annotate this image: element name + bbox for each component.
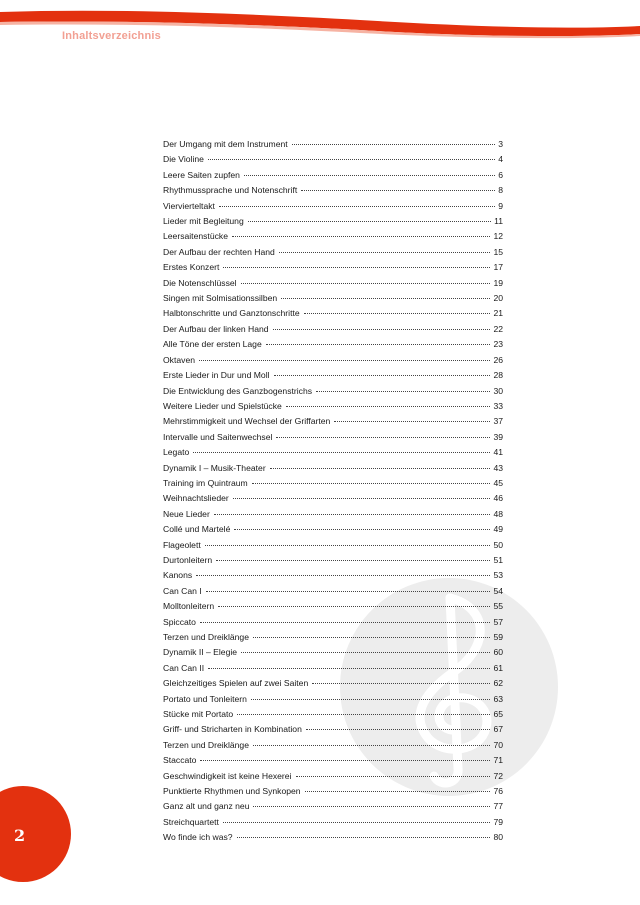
toc-entry	[163, 584, 503, 599]
toc-entry-title: Die Notenschlüssel	[163, 277, 237, 288]
toc-entry	[163, 707, 503, 722]
toc-entry	[163, 769, 503, 784]
toc-leader-dots	[312, 682, 490, 684]
toc-entry-page: 11	[494, 216, 503, 227]
toc-entry-title: Terzen und Dreiklänge	[163, 739, 249, 750]
toc-leader-dots	[205, 544, 491, 546]
toc-entry	[163, 630, 503, 645]
toc-entry-title: Der Umgang mit dem Instrument	[163, 139, 288, 149]
toc-entry-title: Durtonleitern	[163, 554, 213, 565]
toc-entry-page: 3	[498, 139, 503, 149]
table-of-contents	[163, 137, 503, 846]
toc-entry-page: 8	[498, 185, 503, 196]
toc-entry-title: Staccato	[163, 755, 197, 766]
toc-entry-page: 49	[493, 524, 503, 535]
toc-leader-dots	[244, 174, 495, 176]
toc-entry	[163, 799, 503, 814]
toc-entry-page: 15	[493, 246, 503, 257]
toc-entry-title: Stücke mit Portato	[163, 709, 234, 720]
toc-leader-dots	[200, 759, 490, 761]
toc-entry-page: 59	[493, 632, 503, 642]
toc-leader-dots	[286, 405, 491, 407]
toc-entry	[163, 553, 503, 568]
toc-entry-page: 12	[493, 231, 503, 242]
toc-entry-page: 4	[498, 154, 503, 165]
toc-entry	[163, 245, 503, 260]
toc-entry-title: Gleichzeitiges Spielen auf zwei Saiten	[163, 678, 309, 689]
toc-leader-dots	[216, 559, 490, 561]
toc-entry	[163, 168, 503, 183]
toc-entry-title: Die Entwicklung des Ganzbogenstrichs	[163, 385, 313, 396]
toc-entry	[163, 599, 503, 614]
toc-entry-title: Die Violine	[163, 154, 204, 165]
toc-entry	[163, 692, 503, 707]
toc-entry	[163, 815, 503, 830]
page-number-badge	[0, 786, 71, 882]
toc-entry-title: Leersaitenstücke	[163, 231, 228, 242]
toc-entry-page: 53	[493, 570, 503, 581]
toc-entry-title: Can Can II	[163, 662, 205, 673]
toc-entry-page: 33	[493, 400, 503, 411]
toc-entry	[163, 507, 503, 522]
toc-entry-page: 22	[493, 323, 503, 334]
toc-leader-dots	[305, 790, 491, 792]
toc-entry-title: Geschwindigkeit ist keine Hexerei	[163, 770, 292, 781]
toc-entry-page: 51	[493, 554, 503, 565]
toc-leader-dots	[223, 821, 491, 823]
toc-leader-dots	[199, 359, 490, 361]
toc-entry	[163, 430, 503, 445]
toc-entry-title: Mehrstimmigkeit und Wechsel der Griffarten	[163, 416, 331, 427]
toc-entry	[163, 353, 503, 368]
toc-leader-dots	[232, 235, 490, 237]
toc-entry-title: Rhythmussprache und Notenschrift	[163, 185, 298, 196]
toc-leader-dots	[334, 420, 490, 422]
toc-entry	[163, 291, 503, 306]
page-number: 2	[14, 826, 26, 845]
toc-leader-dots	[274, 374, 491, 376]
toc-leader-dots	[253, 636, 490, 638]
toc-entry	[163, 368, 503, 383]
toc-leader-dots	[241, 282, 491, 284]
toc-entry-title: Punktierte Rhythmen und Synkopen	[163, 786, 301, 797]
toc-entry-page: 30	[493, 385, 503, 396]
toc-entry-title: Dynamik I – Musik-Theater	[163, 462, 266, 473]
toc-entry-title: Ganz alt und ganz neu	[163, 801, 250, 812]
toc-entry	[163, 491, 503, 506]
toc-entry-title: Wo finde ich was?	[163, 832, 233, 843]
toc-entry-page: 9	[498, 200, 503, 211]
toc-entry-page: 46	[493, 493, 503, 504]
toc-leader-dots	[237, 836, 491, 838]
toc-leader-dots	[219, 205, 495, 207]
toc-entry-title: Streichquartett	[163, 816, 219, 827]
toc-entry-title: Weihnachtslieder	[163, 493, 229, 504]
toc-entry-title: Spiccato	[163, 616, 196, 627]
toc-entry	[163, 152, 503, 167]
toc-leader-dots	[193, 451, 490, 453]
toc-entry	[163, 461, 503, 476]
toc-entry-title: Legato	[163, 447, 190, 458]
toc-entry-title: Singen mit Solmisationssilben	[163, 293, 278, 304]
toc-entry-title: Kanons	[163, 570, 193, 581]
toc-entry-page: 50	[493, 539, 503, 550]
toc-entry-page: 79	[493, 816, 503, 827]
toc-entry-title: Training im Quintraum	[163, 477, 248, 488]
toc-entry-title: Portato und Tonleitern	[163, 693, 247, 704]
toc-entry	[163, 784, 503, 799]
toc-entry-page: 45	[493, 477, 503, 488]
toc-leader-dots	[306, 728, 491, 730]
toc-entry-title: Dynamik II – Elegie	[163, 647, 238, 658]
toc-leader-dots	[233, 497, 491, 499]
toc-entry	[163, 538, 503, 553]
toc-entry-title: Intervalle und Saitenwechsel	[163, 431, 273, 442]
toc-entry	[163, 445, 503, 460]
toc-entry-title: Der Aufbau der linken Hand	[163, 323, 269, 334]
toc-entry-title: Der Aufbau der rechten Hand	[163, 246, 275, 257]
toc-leader-dots	[206, 590, 491, 592]
toc-leader-dots	[276, 436, 490, 438]
toc-leader-dots	[234, 528, 490, 530]
toc-leader-dots	[251, 698, 491, 700]
toc-leader-dots	[281, 297, 490, 299]
toc-leader-dots	[237, 713, 490, 715]
toc-entry-page: 71	[493, 755, 503, 766]
toc-entry	[163, 322, 503, 337]
toc-leader-dots	[273, 328, 491, 330]
toc-entry-title: Erste Lieder in Dur und Moll	[163, 370, 270, 381]
toc-entry-page: 70	[493, 739, 503, 750]
toc-leader-dots	[223, 266, 490, 268]
toc-entry-page: 77	[493, 801, 503, 812]
toc-entry	[163, 399, 503, 414]
toc-entry-title: Leere Saiten zupfen	[163, 169, 240, 180]
toc-entry	[163, 645, 503, 660]
toc-leader-dots	[218, 605, 490, 607]
toc-leader-dots	[253, 805, 490, 807]
toc-entry-page: 63	[493, 693, 503, 704]
toc-entry-page: 72	[493, 770, 503, 781]
toc-entry-page: 26	[493, 354, 503, 365]
toc-leader-dots	[304, 312, 491, 314]
toc-entry-page: 43	[493, 462, 503, 473]
toc-entry-title: Can Can I	[163, 585, 202, 596]
toc-entry-page: 54	[493, 585, 503, 596]
toc-entry-page: 19	[493, 277, 503, 288]
toc-entry	[163, 476, 503, 491]
toc-entry-page: 37	[493, 416, 503, 427]
toc-entry-title: Oktaven	[163, 354, 196, 365]
toc-entry-page: 62	[493, 678, 503, 689]
toc-entry-page: 76	[493, 786, 503, 797]
toc-entry	[163, 722, 503, 737]
toc-entry	[163, 753, 503, 768]
toc-entry-page: 57	[493, 616, 503, 627]
toc-entry	[163, 214, 503, 229]
toc-entry	[163, 676, 503, 691]
toc-leader-dots	[292, 143, 496, 145]
toc-entry-title: Viervierteltakt	[163, 200, 215, 211]
toc-leader-dots	[316, 390, 490, 392]
toc-leader-dots	[196, 574, 490, 576]
toc-entry	[163, 568, 503, 583]
toc-entry	[163, 276, 503, 291]
toc-leader-dots	[296, 775, 491, 777]
toc-entry-title: Halbtonschritte und Ganztonschritte	[163, 308, 300, 319]
toc-leader-dots	[200, 621, 490, 623]
toc-leader-dots	[241, 651, 490, 653]
toc-entry-page: 67	[493, 724, 503, 735]
toc-entry-page: 41	[493, 447, 503, 458]
toc-entry	[163, 522, 503, 537]
toc-entry	[163, 384, 503, 399]
toc-leader-dots	[266, 343, 491, 345]
toc-entry	[163, 137, 503, 152]
toc-entry	[163, 615, 503, 630]
toc-leader-dots	[301, 189, 495, 191]
toc-entry-page: 60	[493, 647, 503, 658]
toc-entry	[163, 229, 503, 244]
toc-entry-title: Neue Lieder	[163, 508, 210, 519]
toc-entry	[163, 414, 503, 429]
toc-entry-page: 80	[493, 832, 503, 843]
toc-entry	[163, 260, 503, 275]
toc-entry-page: 55	[493, 601, 503, 612]
toc-entry-page: 23	[493, 339, 503, 350]
toc-leader-dots	[252, 482, 491, 484]
toc-entry	[163, 306, 503, 321]
toc-entry-title: Lieder mit Begleitung	[163, 216, 244, 227]
toc-leader-dots	[248, 220, 491, 222]
section-title: Inhaltsverzeichnis	[62, 30, 161, 42]
toc-entry-title: Molltonleitern	[163, 601, 215, 612]
toc-entry-title: Erstes Konzert	[163, 262, 220, 273]
toc-entry	[163, 830, 503, 845]
toc-entry-page: 48	[493, 508, 503, 519]
toc-leader-dots	[279, 251, 491, 253]
toc-entry-title: Terzen und Dreiklänge	[163, 632, 249, 642]
toc-leader-dots	[253, 744, 490, 746]
toc-entry-page: 65	[493, 709, 503, 720]
toc-entry-title: Flageolett	[163, 539, 201, 550]
toc-entry-title: Alle Töne der ersten Lage	[163, 339, 262, 350]
toc-entry-page: 61	[493, 662, 503, 673]
toc-entry	[163, 183, 503, 198]
toc-entry-title: Weitere Lieder und Spielstücke	[163, 400, 282, 411]
toc-entry	[163, 337, 503, 352]
toc-entry-page: 21	[493, 308, 503, 319]
toc-entry	[163, 738, 503, 753]
toc-entry-page: 17	[493, 262, 503, 273]
toc-entry-title: Collé und Martelé	[163, 524, 231, 535]
toc-entry-page: 28	[493, 370, 503, 381]
toc-entry-page: 6	[498, 169, 503, 180]
toc-entry-page: 39	[493, 431, 503, 442]
toc-leader-dots	[270, 467, 491, 469]
toc-entry	[163, 661, 503, 676]
toc-entry-page: 20	[493, 293, 503, 304]
toc-entry-title: Griff- und Stricharten in Kombination	[163, 724, 302, 735]
toc-entry	[163, 199, 503, 214]
toc-leader-dots	[214, 513, 491, 515]
toc-leader-dots	[208, 158, 495, 160]
toc-leader-dots	[208, 667, 490, 669]
